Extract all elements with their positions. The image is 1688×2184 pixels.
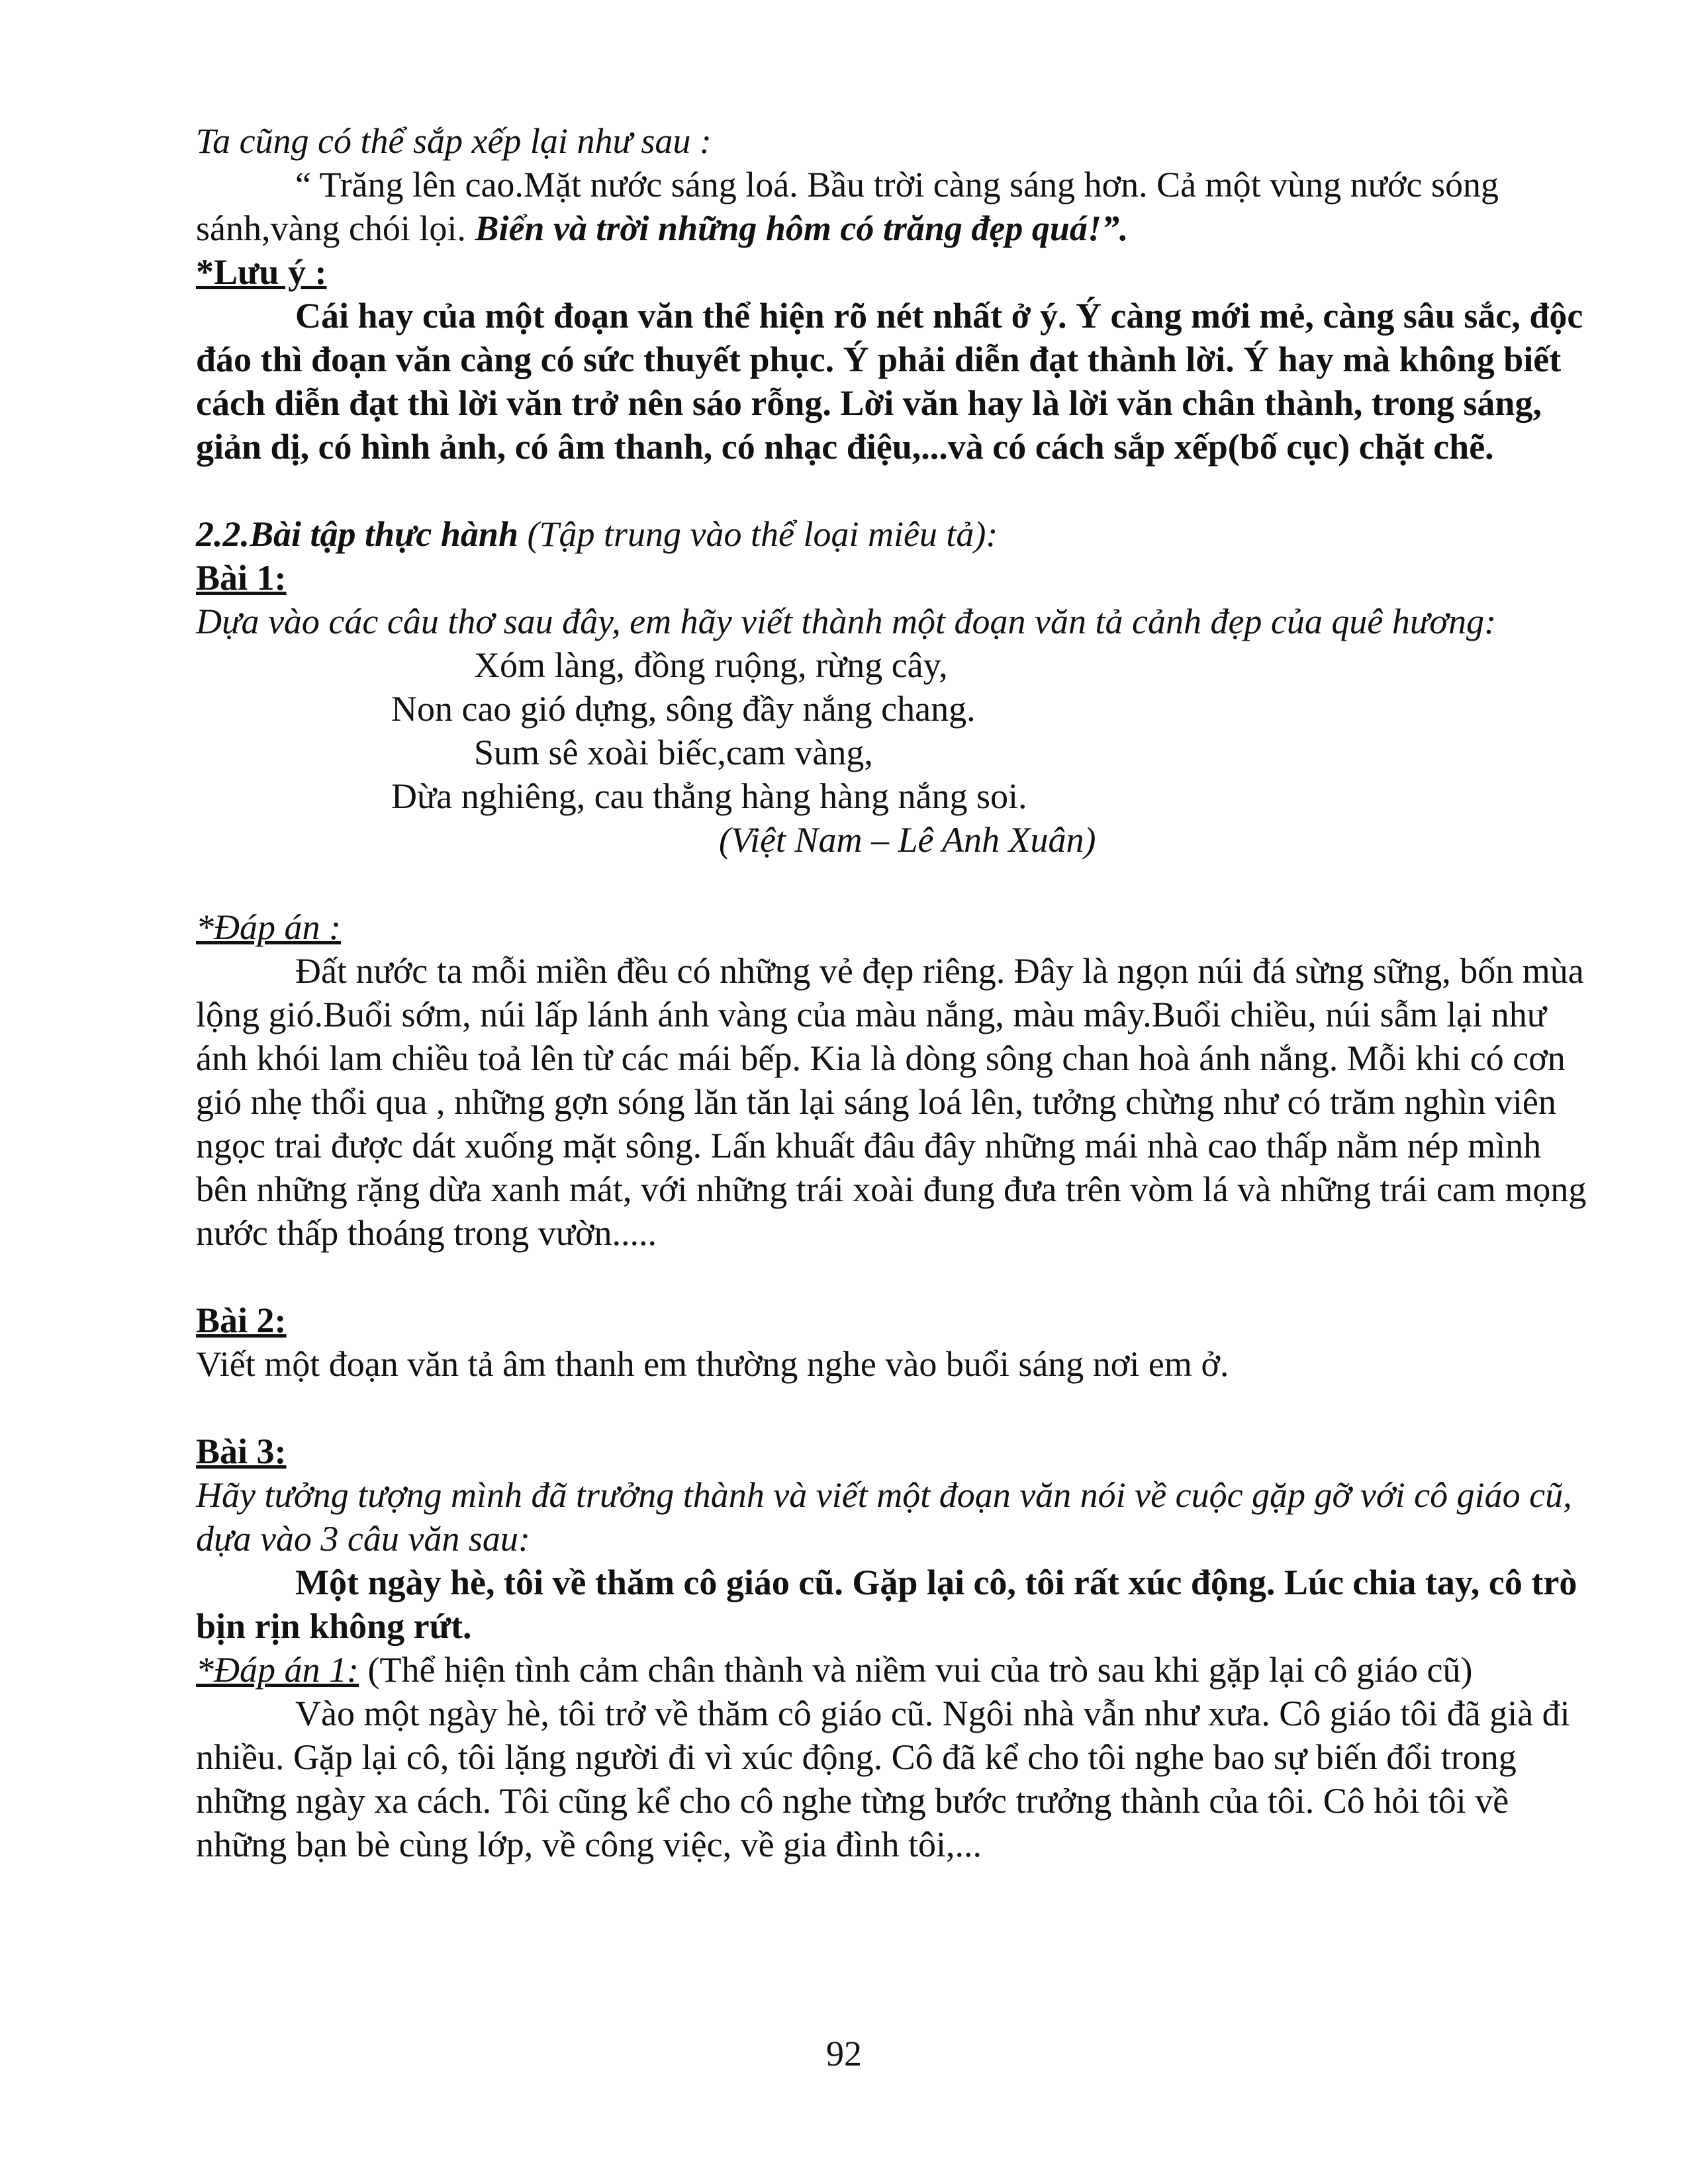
- exercise1-answer-heading: *Đáp án :: [196, 907, 341, 947]
- exercise1-heading: Bài 1:: [196, 558, 287, 598]
- spacer: [196, 1255, 1599, 1298]
- exercise2-prompt: Viết một đoạn văn tả âm thanh em thường nghe vào buổi sáng nơi em ở.: [196, 1344, 1229, 1384]
- exercise3-answer-note: (Thể hiện tình cảm chân thành và niềm vui của trò sau khi gặp lại cô giáo cũ): [358, 1650, 1473, 1690]
- exercise3-answer-heading-line: [196, 1648, 1599, 1692]
- section-number-title: 2.2.Bài tập thực hành: [196, 514, 518, 554]
- intro-quote-plain: “ Trăng lên cao.Mặt nước sáng loá. Bầu trời càng sáng hơn. Cả một vùng nước sóng sánh,vàng chói lọi.: [196, 165, 1499, 248]
- exercise3-prompt: Hãy tưởng tượng mình đã trưởng thành và viết một đoạn văn nói về cuộc gặp gỡ với cô giáo cũ, dựa vào 3 câu văn sau:: [196, 1475, 1572, 1559]
- exercise3-answer-heading: *Đáp án 1:: [196, 1650, 359, 1690]
- poem-line: Sum sê xoài biếc,cam vàng,: [474, 733, 873, 772]
- exercise3-answer: Vào một ngày hè, tôi trở về thăm cô giáo cũ. Ngôi nhà vẫn như xưa. Cô giáo tôi đã già đi nhiều. Gặp lại cô, tôi lặng người đi vì xúc động. Cô đã kể cho tôi nghe bao sự biến đổi trong những ngày xa cách. Tôi cũng kể cho cô nghe từng bước trưởng thành của tôi. Cô hỏi tôi về những bạn bè cùng lớp, về công việc, về gia đình tôi,...: [196, 1694, 1570, 1864]
- exercise1-prompt: Dựa vào các câu thơ sau đây, em hãy viết thành một đoạn văn tả cảnh đẹp của quê hương:: [196, 602, 1497, 641]
- document-page: [196, 119, 1599, 1866]
- spacer: [196, 1386, 1599, 1430]
- section-subtitle: (Tập trung vào thể loại miêu tả):: [527, 514, 998, 554]
- poem-line: Dừa nghiêng, cau thẳng hàng hàng nắng soi.: [391, 776, 1027, 816]
- intro-lead: Ta cũng có thể sắp xếp lại như sau :: [196, 121, 712, 161]
- exercise2-heading: Bài 2:: [196, 1300, 287, 1340]
- exercise1-answer: Đất nước ta mỗi miền đều có những vẻ đẹp riêng. Đây là ngọn núi đá sừng sững, bốn mùa lộng gió.Buổi sớm, núi lấp lánh ánh vàng của màu nắng, màu mây.Buổi chiều, núi sẫm lại như ánh khói lam chiều toả lên từ các mái bếp. Kia là dòng sông chan hoà ánh nắng. Mỗi khi có cơn gió nhẹ thổi qua , những gợn sóng lăn tăn lại sáng loá lên, tưởng chừng như có trăm nghìn viên ngọc trai được dát xuống mặt sông. Lấn khuất đâu đây những mái nhà cao thấp nằm nép mình bên những rặng dừa xanh mát, với những trái xoài đung đưa trên vòm lá và những trái cam mọng nước thấp thoáng trong vườn.....: [196, 951, 1587, 1253]
- section-heading: [196, 512, 1599, 556]
- spacer: [196, 862, 1599, 905]
- note-body: Cái hay của một đoạn văn thể hiện rõ nét nhất ở ý. Ý càng mới mẻ, càng sâu sắc, độc đáo thì đoạn văn càng có sức thuyết phục. Ý phải diễn đạt thành lời. Ý hay mà không biết cách diễn đạt thì lời văn trở nên sáo rỗng. Lời văn hay là lời văn chân thành, trong sáng, giản dị, có hình ảnh, có âm thanh, có nhạc điệu,...và có cách sắp xếp(bố cục) chặt chẽ.: [196, 296, 1583, 467]
- poem-line: Xóm làng, đồng ruộng, rừng cây,: [474, 645, 948, 685]
- poem-source: (Việt Nam – Lê Anh Xuân): [719, 820, 1096, 860]
- exercise3-heading: Bài 3:: [196, 1432, 287, 1471]
- intro-quote-emphasis: Biển và trời những hôm có trăng đẹp quá!”.: [475, 208, 1129, 248]
- spacer: [196, 469, 1599, 512]
- poem-line: Non cao gió dựng, sông đầy nắng chang.: [391, 689, 976, 729]
- exercise3-given-sentences: Một ngày hè, tôi về thăm cô giáo cũ. Gặp lại cô, tôi rất xúc động. Lúc chia tay, cô trò bịn rịn không rứt.: [196, 1563, 1577, 1646]
- intro-quote: [196, 163, 1599, 250]
- exercise1-poem: [196, 643, 1599, 862]
- note-heading: *Lưu ý :: [196, 252, 327, 292]
- page-number: 92: [826, 2034, 862, 2073]
